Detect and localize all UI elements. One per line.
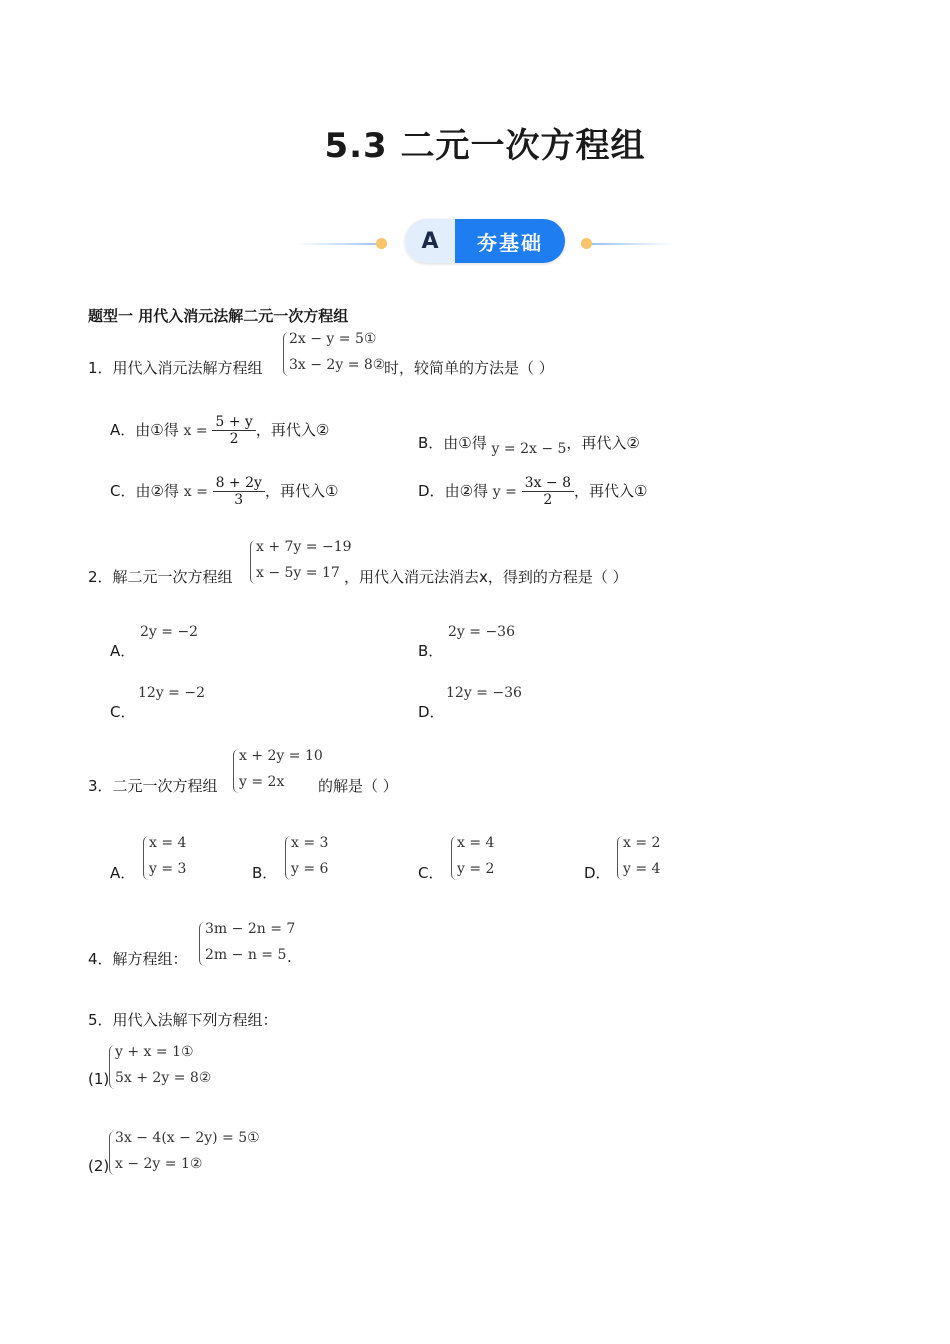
q2-eq2: x − 5y = 17 — [256, 565, 340, 581]
fraction: $\frac{5 + y}{2}$ — [212, 414, 255, 447]
q5-stem — [88, 1009, 278, 1030]
q5-text: 用代入法解下列方程组： — [112, 1011, 278, 1029]
q4-text: 解方程组： — [112, 950, 188, 968]
q2-eq1: x + 7y = −19 — [256, 539, 352, 555]
q3-option-b[interactable]: B． — [252, 864, 278, 882]
q1-stem — [88, 357, 263, 378]
q3-option-d[interactable]: D． — [584, 864, 611, 882]
section-badge — [405, 219, 565, 263]
q3-option-a[interactable]: A． — [110, 864, 136, 882]
q2-text: 解二元一次方程组 — [112, 568, 233, 586]
q5-part-1-label: (1) — [88, 1070, 110, 1088]
banner-dot-left — [376, 238, 387, 249]
badge-letter: A — [405, 219, 455, 263]
q5-part-2-system: 3x − 4(x − 2y) = 5① x − 2y = 1② — [109, 1129, 269, 1177]
q5-part-2-label: (2) — [88, 1157, 110, 1175]
q5-number: 5． — [88, 1011, 113, 1029]
q2-after: ，用代入消元法消去x，得到的方程是（ ） — [344, 568, 628, 586]
q1-system — [283, 330, 393, 378]
q4-eq1: 3m − 2n = 7 — [205, 921, 296, 937]
q4-after: . — [287, 948, 292, 966]
banner-line-right — [592, 243, 674, 245]
badge-label: 夯基础 — [455, 219, 565, 263]
q3-number: 3． — [88, 777, 113, 795]
section-heading: 题型一 用代入消元法解二元一次方程组 — [88, 307, 349, 325]
q2-stem — [88, 566, 233, 587]
q3-option-a-system: x = 4 y = 3 — [143, 834, 193, 882]
q3-option-c-system: x = 4 y = 2 — [451, 834, 501, 882]
q1-option-c[interactable]: C．由②得 x = $\frac{8 + 2y}{3}$ ，再代入① — [110, 475, 339, 508]
fraction: $\frac{3x - 8}{2}$ — [522, 475, 574, 508]
q3-option-d-system: x = 2 y = 4 — [617, 834, 667, 882]
q5-part-1-system: y + x = 1① 5x + 2y = 8② — [109, 1043, 219, 1091]
q3-option-c[interactable]: C． — [418, 864, 444, 882]
q1-option-a[interactable]: A．由①得 x = $\frac{5 + y}{2}$ ，再代入② — [110, 414, 330, 447]
banner-dot-right — [581, 238, 592, 249]
q3-after: 的解是（ ） — [318, 777, 398, 795]
q1-text: 用代入消元法解方程组 — [112, 359, 263, 377]
q3-eq1: x + 2y = 10 — [239, 748, 323, 764]
q4-number: 4． — [88, 950, 113, 968]
q2-number: 2． — [88, 568, 113, 586]
page-title: 5.3 二元一次方程组 — [324, 126, 646, 166]
q3-stem — [88, 775, 218, 796]
banner-line-left — [295, 243, 380, 245]
fraction: $\frac{8 + 2y}{3}$ — [213, 475, 265, 508]
q2-option-a[interactable]: A． 2y = −2 — [110, 624, 199, 660]
q2-option-d[interactable]: D． 12y = −36 — [418, 685, 522, 721]
q4-eq2: 2m − n = 5 — [205, 947, 287, 963]
q1-number: 1． — [88, 359, 113, 377]
q1-option-d[interactable]: D．由②得 y = $\frac{3x - 8}{2}$ ，再代入① — [418, 475, 648, 508]
q4-stem — [88, 948, 188, 969]
q1-eq1: 2x − y = 5① — [289, 331, 377, 347]
q1-eq2: 3x − 2y = 8② — [289, 357, 386, 373]
q3-text: 二元一次方程组 — [112, 777, 218, 795]
q2-system — [250, 538, 350, 586]
q4-system — [199, 920, 296, 968]
q3-eq2: y = 2x — [239, 774, 285, 790]
q1-after: 时，较简单的方法是（ ） — [384, 359, 554, 377]
q3-system — [233, 747, 323, 795]
q2-option-b[interactable]: B． 2y = −36 — [418, 624, 515, 660]
q1-option-b[interactable]: B．由①得 y = 2x − 5，再代入② — [418, 434, 640, 457]
q3-option-b-system: x = 3 y = 6 — [285, 834, 335, 882]
q2-option-c[interactable]: C． 12y = −2 — [110, 685, 205, 721]
